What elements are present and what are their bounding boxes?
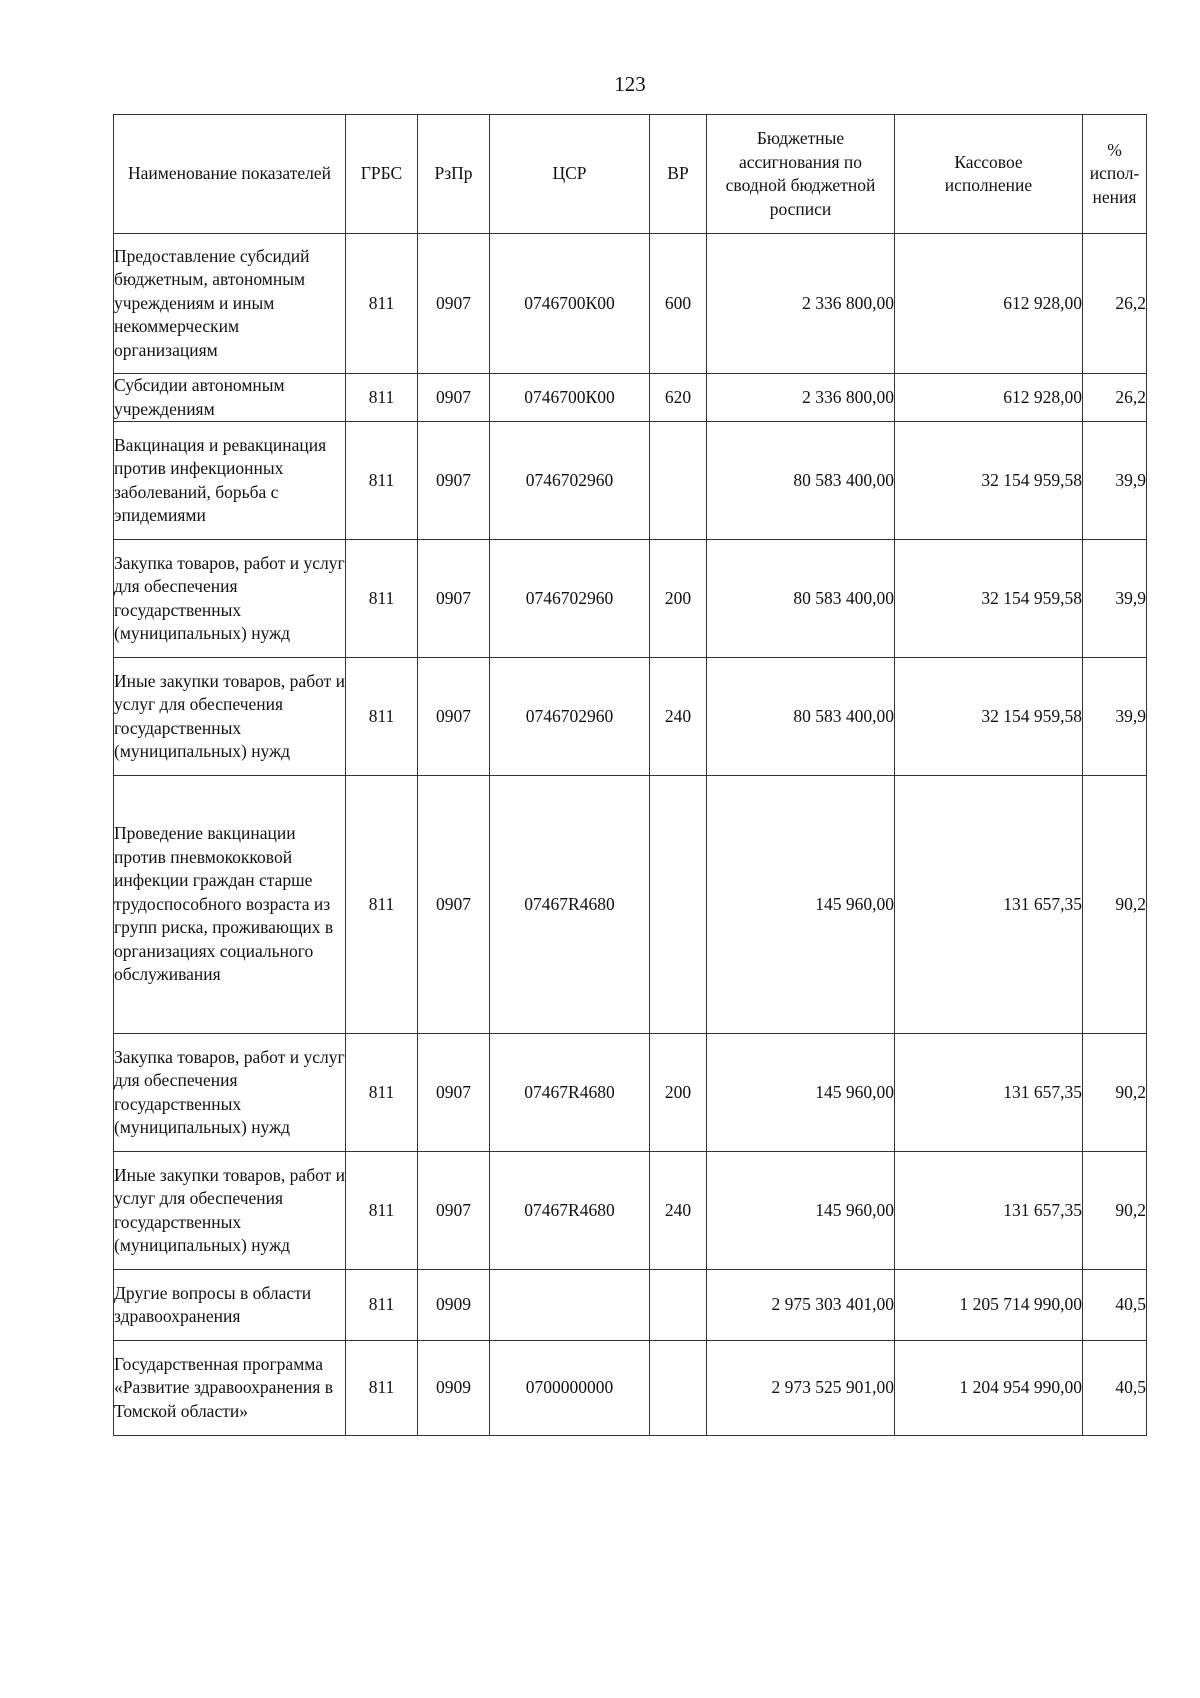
row-grbs: 811	[346, 422, 418, 540]
row-assignments: 145 960,00	[707, 1152, 895, 1270]
row-grbs: 811	[346, 658, 418, 776]
table-row	[114, 234, 1147, 374]
row-execution: 612 928,00	[895, 234, 1083, 374]
row-vr: 620	[650, 374, 707, 422]
row-name: Субсидии автономным учреждениям	[114, 374, 346, 422]
row-csr: 0746702960	[490, 422, 650, 540]
row-percent: 40,5	[1083, 1270, 1147, 1341]
row-execution: 1 204 954 990,00	[895, 1341, 1083, 1436]
row-csr: 0746702960	[490, 658, 650, 776]
row-vr: 240	[650, 1152, 707, 1270]
row-percent: 90,2	[1083, 776, 1147, 1034]
row-rzpr: 0907	[418, 776, 490, 1034]
row-vr	[650, 422, 707, 540]
row-vr: 240	[650, 658, 707, 776]
row-assignments: 80 583 400,00	[707, 658, 895, 776]
table-header-row	[114, 115, 1147, 234]
header-grbs: ГРБС	[346, 115, 418, 234]
row-rzpr: 0907	[418, 422, 490, 540]
row-name: Иные закупки товаров, работ и услуг для обеспечения государственных (муниципальных) нужд	[114, 658, 346, 776]
row-csr: 07467R4680	[490, 1152, 650, 1270]
row-name: Государственная программа «Развитие здравоохранения в Томской области»	[114, 1341, 346, 1436]
budget-execution-table	[113, 114, 1147, 1436]
row-execution: 32 154 959,58	[895, 658, 1083, 776]
row-csr: 0700000000	[490, 1341, 650, 1436]
row-assignments: 145 960,00	[707, 1034, 895, 1152]
row-name: Закупка товаров, работ и услуг для обеспечения государственных (муниципальных) нужд	[114, 540, 346, 658]
header-rzpr: РзПр	[418, 115, 490, 234]
row-grbs: 811	[346, 1270, 418, 1341]
row-grbs: 811	[346, 540, 418, 658]
header-execution: Кассовое исполнение	[895, 115, 1083, 234]
row-csr: 07467R4680	[490, 776, 650, 1034]
table-row	[114, 1152, 1147, 1270]
row-vr	[650, 1341, 707, 1436]
row-vr: 600	[650, 234, 707, 374]
row-percent: 90,2	[1083, 1152, 1147, 1270]
row-grbs: 811	[346, 1152, 418, 1270]
row-rzpr: 0907	[418, 1152, 490, 1270]
row-execution: 32 154 959,58	[895, 422, 1083, 540]
row-assignments: 145 960,00	[707, 776, 895, 1034]
header-assignments: Бюджетные ассигнования по сводной бюджетной росписи	[707, 115, 895, 234]
row-grbs: 811	[346, 374, 418, 422]
row-assignments: 2 336 800,00	[707, 374, 895, 422]
table-row	[114, 374, 1147, 422]
row-execution: 612 928,00	[895, 374, 1083, 422]
row-rzpr: 0907	[418, 234, 490, 374]
table-row	[114, 1341, 1147, 1436]
row-percent: 39,9	[1083, 422, 1147, 540]
table-row	[114, 540, 1147, 658]
row-execution: 32 154 959,58	[895, 540, 1083, 658]
row-csr: 07467R4680	[490, 1034, 650, 1152]
row-rzpr: 0909	[418, 1341, 490, 1436]
table-row	[114, 1034, 1147, 1152]
row-name: Другие вопросы в области здравоохранения	[114, 1270, 346, 1341]
row-assignments: 2 975 303 401,00	[707, 1270, 895, 1341]
header-csr: ЦСР	[490, 115, 650, 234]
row-csr: 0746702960	[490, 540, 650, 658]
row-grbs: 811	[346, 776, 418, 1034]
row-execution: 131 657,35	[895, 1152, 1083, 1270]
row-assignments: 2 336 800,00	[707, 234, 895, 374]
row-rzpr: 0909	[418, 1270, 490, 1341]
row-percent: 26,2	[1083, 374, 1147, 422]
row-name: Проведение вакцинации против пневмококковой инфекции граждан старше трудоспособного возраста из групп риска, проживающих в организациях социального обслуживания	[114, 776, 346, 1034]
row-rzpr: 0907	[418, 658, 490, 776]
row-execution: 131 657,35	[895, 1034, 1083, 1152]
row-vr: 200	[650, 1034, 707, 1152]
row-percent: 90,2	[1083, 1034, 1147, 1152]
row-percent: 26,2	[1083, 234, 1147, 374]
row-execution: 1 205 714 990,00	[895, 1270, 1083, 1341]
row-rzpr: 0907	[418, 374, 490, 422]
row-assignments: 80 583 400,00	[707, 422, 895, 540]
row-percent: 39,9	[1083, 540, 1147, 658]
row-name: Вакцинация и ревакцинация против инфекционных заболеваний, борьба с эпидемиями	[114, 422, 346, 540]
header-name: Наименование показателей	[114, 115, 346, 234]
row-vr	[650, 776, 707, 1034]
row-csr	[490, 1270, 650, 1341]
row-grbs: 811	[346, 1034, 418, 1152]
row-rzpr: 0907	[418, 540, 490, 658]
row-vr: 200	[650, 540, 707, 658]
table-row	[114, 658, 1147, 776]
row-grbs: 811	[346, 234, 418, 374]
row-vr	[650, 1270, 707, 1341]
row-percent: 40,5	[1083, 1341, 1147, 1436]
row-grbs: 811	[346, 1341, 418, 1436]
table-row	[114, 776, 1147, 1034]
row-percent: 39,9	[1083, 658, 1147, 776]
header-vr: ВР	[650, 115, 707, 234]
header-percent: % испол-нения	[1083, 115, 1147, 234]
row-csr: 0746700К00	[490, 234, 650, 374]
page-number: 123	[614, 72, 646, 96]
row-name: Закупка товаров, работ и услуг для обеспечения государственных (муниципальных) нужд	[114, 1034, 346, 1152]
row-name: Иные закупки товаров, работ и услуг для обеспечения государственных (муниципальных) нужд	[114, 1152, 346, 1270]
row-execution: 131 657,35	[895, 776, 1083, 1034]
table-row	[114, 422, 1147, 540]
table-row	[114, 1270, 1147, 1341]
row-name: Предоставление субсидий бюджетным, автономным учреждениям и иным некоммерческим организациям	[114, 234, 346, 374]
row-csr: 0746700К00	[490, 374, 650, 422]
row-rzpr: 0907	[418, 1034, 490, 1152]
row-assignments: 2 973 525 901,00	[707, 1341, 895, 1436]
row-assignments: 80 583 400,00	[707, 540, 895, 658]
